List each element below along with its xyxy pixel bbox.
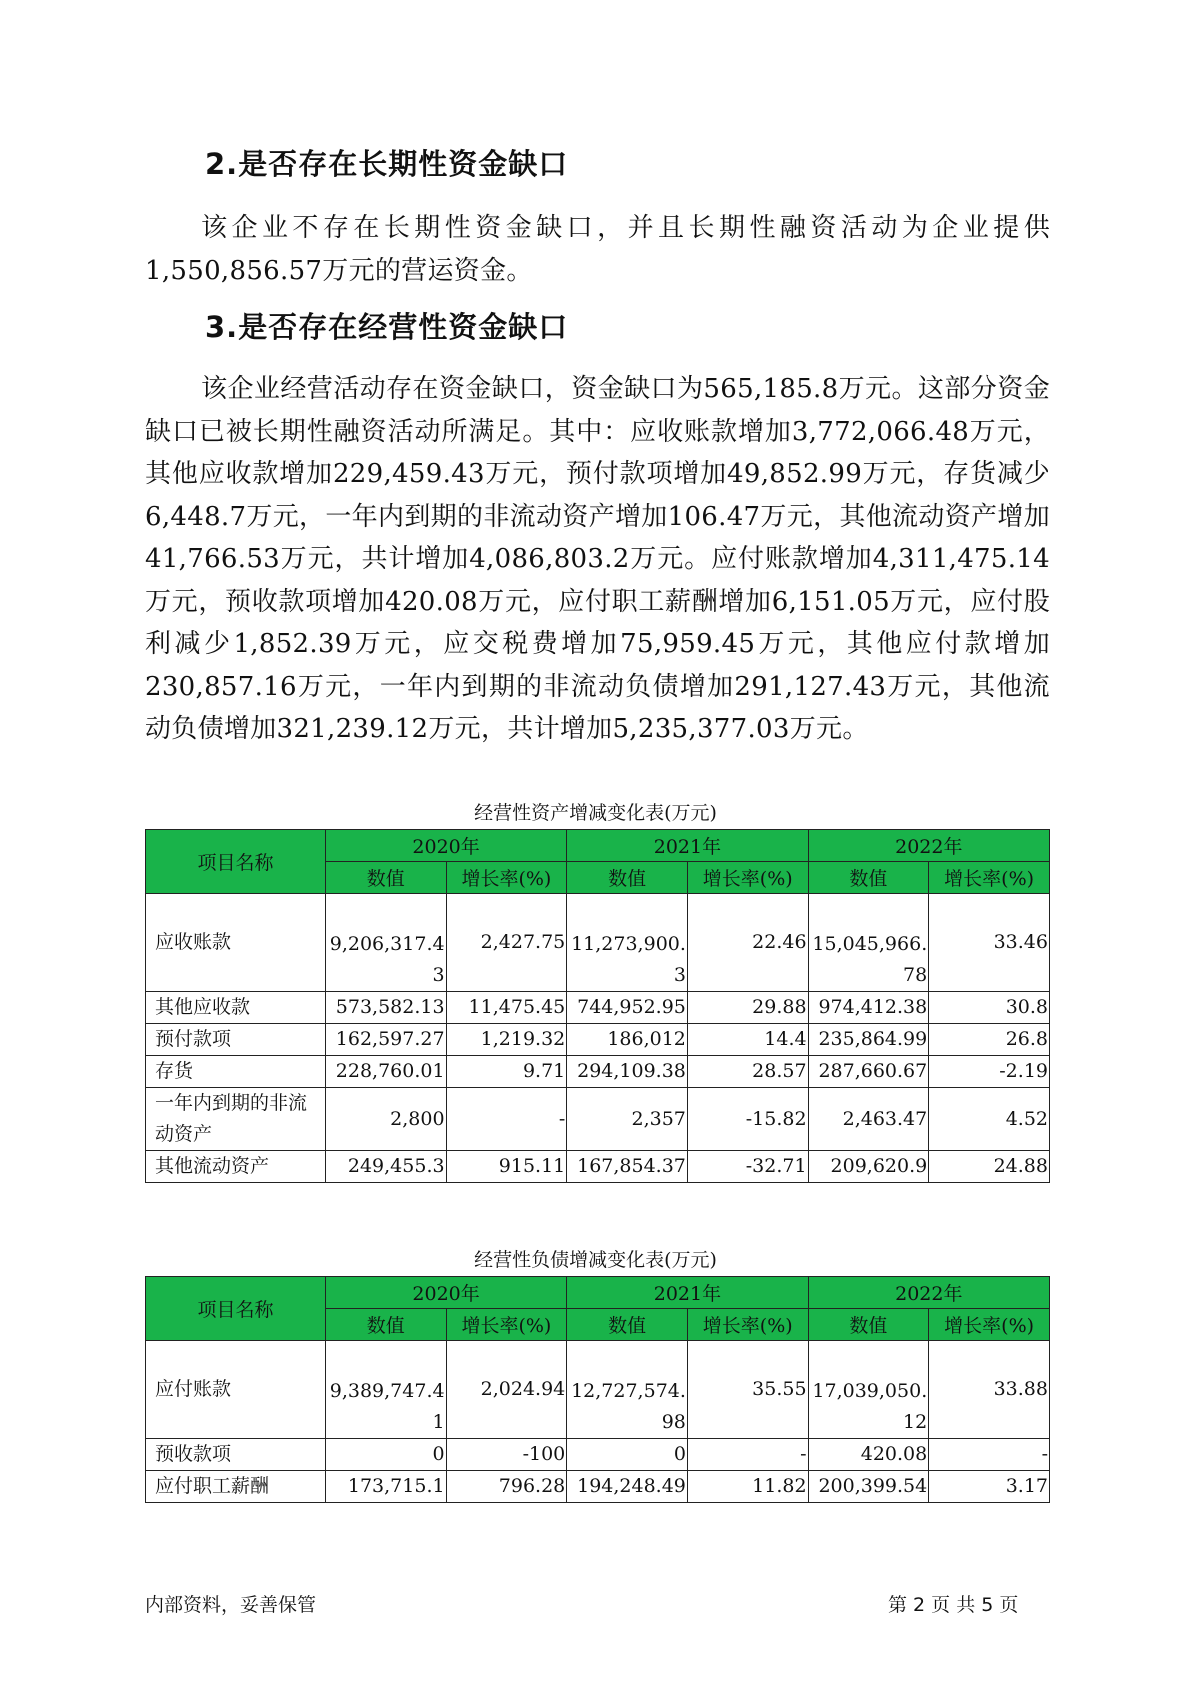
column-header-value: 数值 xyxy=(567,862,688,894)
table-cell: -2.19 xyxy=(929,1056,1050,1088)
table-cell: 9.71 xyxy=(446,1056,567,1088)
table-cell: 420.08 xyxy=(808,1439,929,1471)
table-cell: 209,620.9 xyxy=(808,1151,929,1183)
table-cell: 33.46 xyxy=(929,894,1050,992)
paragraph-long-term-gap xyxy=(145,207,1050,292)
column-header-rate: 增长率(%) xyxy=(929,1309,1050,1341)
table-cell: 9,389,747.41 xyxy=(325,1341,446,1439)
row-name: 应收账款 xyxy=(146,894,326,992)
table-cell: 167,854.37 xyxy=(567,1151,688,1183)
table-cell: 294,109.38 xyxy=(567,1056,688,1088)
table-cell: 974,412.38 xyxy=(808,992,929,1024)
table-cell: 30.8 xyxy=(929,992,1050,1024)
paragraph-text: 该企业经营活动存在资金缺口，资金缺口为565,185.8万元。这部分资金缺口已被长期性融资活动所满足。其中：应收账款增加3,772,066.48万元，其他应收款增加229,459.43万元，预付款项增加49,852.99万元，存货减少6,448.7万元，一年内到期的非流动资产增加106.47万元，其他流动资产增加41,766.53万元，共计增加4,086,803.2万元。应付账款增加4,311,475.14万元，预收款项增加420.08万元，应付职工薪酬增加6,151.05万元，应付股利减少1,852.39万元，应交税费增加75,959.45万元，其他应付款增加230,857.16万元，一年内到期的非流动负债增加291,127.43万元，其他流动负债增加321,239.12万元，共计增加5,235,377.03万元。 xyxy=(145,374,1050,744)
operating-liabilities-table xyxy=(145,1276,1050,1503)
table-cell: 22.46 xyxy=(687,894,808,992)
table-row xyxy=(146,1439,1050,1471)
column-header-year: 2022年 xyxy=(808,830,1049,862)
table-caption-assets: 经营性资产增减变化表(万元) xyxy=(474,802,717,824)
table-cell: 0 xyxy=(325,1439,446,1471)
table-cell: 162,597.27 xyxy=(325,1024,446,1056)
table-cell: 796.28 xyxy=(446,1471,567,1503)
column-header-year: 2020年 xyxy=(325,830,566,862)
table-cell: 11.82 xyxy=(687,1471,808,1503)
table-cell: 11,273,900.3 xyxy=(567,894,688,992)
table-cell: 9,206,317.43 xyxy=(325,894,446,992)
table-cell: 26.8 xyxy=(929,1024,1050,1056)
column-header-rate: 增长率(%) xyxy=(929,862,1050,894)
table-cell: 11,475.45 xyxy=(446,992,567,1024)
table-cell: 14.4 xyxy=(687,1024,808,1056)
column-header-value: 数值 xyxy=(567,1309,688,1341)
column-header-value: 数值 xyxy=(325,862,446,894)
table-cell: 28.57 xyxy=(687,1056,808,1088)
column-header-rate: 增长率(%) xyxy=(687,1309,808,1341)
table-cell: 4.52 xyxy=(929,1088,1050,1151)
column-header-year: 2021年 xyxy=(567,830,808,862)
column-header-year: 2021年 xyxy=(567,1277,808,1309)
table-cell: 33.88 xyxy=(929,1341,1050,1439)
paragraph-operating-gap xyxy=(145,368,1050,751)
column-header-rate: 增长率(%) xyxy=(687,862,808,894)
table-cell: 29.88 xyxy=(687,992,808,1024)
row-name: 其他应收款 xyxy=(146,992,326,1024)
table-cell: - xyxy=(446,1088,567,1151)
row-name: 其他流动资产 xyxy=(146,1151,326,1183)
column-header-value: 数值 xyxy=(808,1309,929,1341)
paragraph-text: 该企业不存在长期性资金缺口，并且长期性融资活动为企业提供1,550,856.57万元的营运资金。 xyxy=(145,213,1050,286)
table-caption-liabilities: 经营性负债增减变化表(万元) xyxy=(474,1249,717,1271)
table-row xyxy=(146,1024,1050,1056)
table-cell: 35.55 xyxy=(687,1341,808,1439)
column-header-year: 2020年 xyxy=(325,1277,566,1309)
footer-page-number: 第 2 页 共 5 页 xyxy=(888,1594,1019,1616)
column-header-rate: 增长率(%) xyxy=(446,862,567,894)
column-header-year: 2022年 xyxy=(808,1277,1049,1309)
row-name: 预收款项 xyxy=(146,1439,326,1471)
column-header-value: 数值 xyxy=(808,862,929,894)
column-header-value: 数值 xyxy=(325,1309,446,1341)
table-cell: -100 xyxy=(446,1439,567,1471)
section-heading-long-term-gap: 2.是否存在长期性资金缺口 xyxy=(205,147,569,181)
table-cell: - xyxy=(687,1439,808,1471)
table-cell: 24.88 xyxy=(929,1151,1050,1183)
row-name: 一年内到期的非流动资产 xyxy=(146,1088,326,1151)
table-cell: 15,045,966.78 xyxy=(808,894,929,992)
table-cell: 235,864.99 xyxy=(808,1024,929,1056)
column-header-item: 项目名称 xyxy=(146,1277,326,1341)
footer-confidential-note: 内部资料，妥善保管 xyxy=(145,1594,317,1616)
table-cell: 1,219.32 xyxy=(446,1024,567,1056)
table-row xyxy=(146,1088,1050,1151)
table-cell: 0 xyxy=(567,1439,688,1471)
table-cell: 2,024.94 xyxy=(446,1341,567,1439)
table-cell: - xyxy=(929,1439,1050,1471)
table-cell: 228,760.01 xyxy=(325,1056,446,1088)
table-row xyxy=(146,992,1050,1024)
table-cell: 287,660.67 xyxy=(808,1056,929,1088)
table-row xyxy=(146,1471,1050,1503)
table-cell: -32.71 xyxy=(687,1151,808,1183)
row-name: 存货 xyxy=(146,1056,326,1088)
table-row xyxy=(146,1056,1050,1088)
table-cell: 915.11 xyxy=(446,1151,567,1183)
table-cell: 2,357 xyxy=(567,1088,688,1151)
table-cell: 17,039,050.12 xyxy=(808,1341,929,1439)
row-name: 应付职工薪酬 xyxy=(146,1471,326,1503)
table-row xyxy=(146,1151,1050,1183)
table-cell: 12,727,574.98 xyxy=(567,1341,688,1439)
table-cell: 573,582.13 xyxy=(325,992,446,1024)
table-cell: 2,427.75 xyxy=(446,894,567,992)
table-cell: 744,952.95 xyxy=(567,992,688,1024)
table-cell: 3.17 xyxy=(929,1471,1050,1503)
table-cell: -15.82 xyxy=(687,1088,808,1151)
table-cell: 186,012 xyxy=(567,1024,688,1056)
table-row xyxy=(146,894,1050,992)
table-row xyxy=(146,1341,1050,1439)
table-cell: 2,463.47 xyxy=(808,1088,929,1151)
row-name: 预付款项 xyxy=(146,1024,326,1056)
table-cell: 249,455.3 xyxy=(325,1151,446,1183)
table-cell: 194,248.49 xyxy=(567,1471,688,1503)
column-header-item: 项目名称 xyxy=(146,830,326,894)
section-heading-operating-gap: 3.是否存在经营性资金缺口 xyxy=(205,310,569,344)
table-cell: 200,399.54 xyxy=(808,1471,929,1503)
table-cell: 173,715.1 xyxy=(325,1471,446,1503)
operating-assets-table xyxy=(145,829,1050,1183)
table-cell: 2,800 xyxy=(325,1088,446,1151)
column-header-rate: 增长率(%) xyxy=(446,1309,567,1341)
row-name: 应付账款 xyxy=(146,1341,326,1439)
